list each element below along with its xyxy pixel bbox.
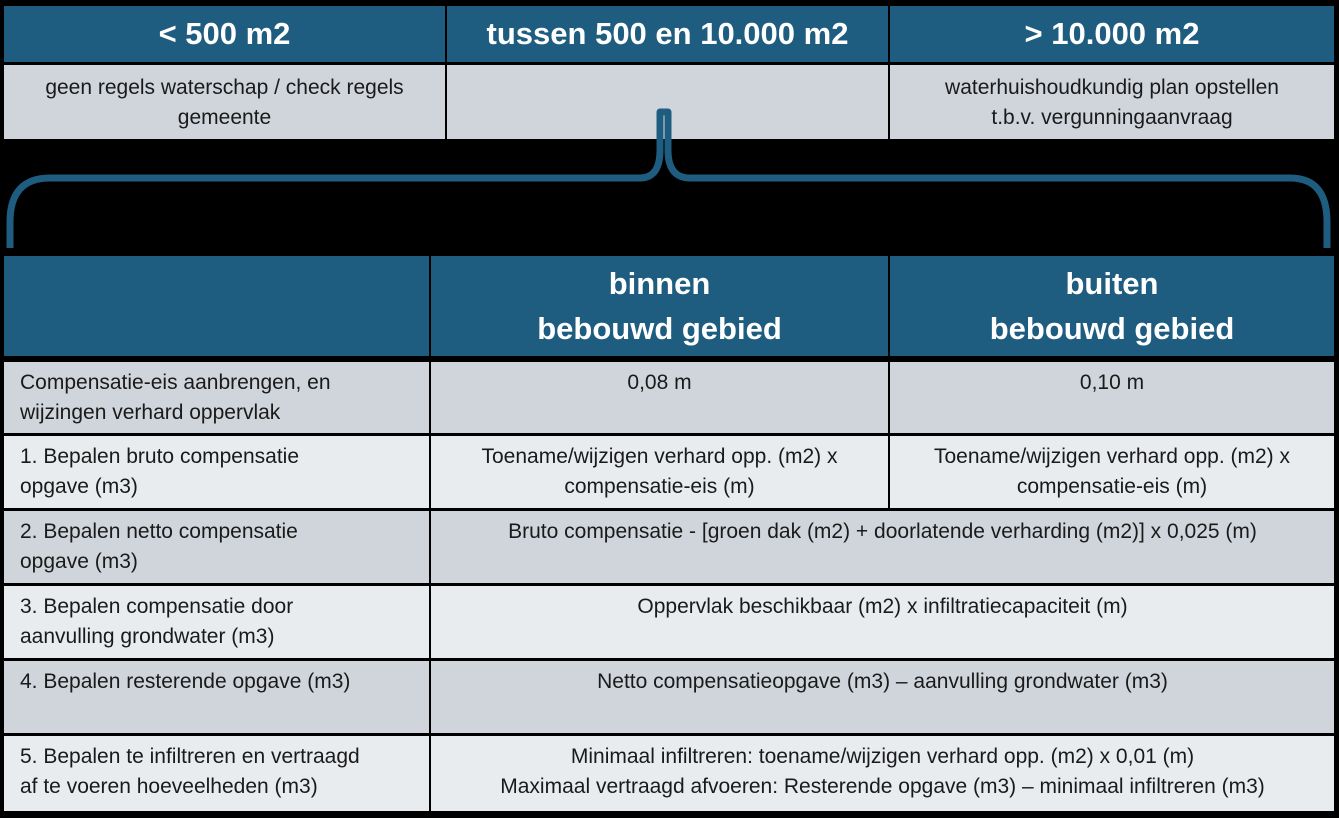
row-value-buiten: 0,10 m (890, 362, 1334, 433)
bottom-header-empty (4, 256, 429, 356)
row-value-merged: Netto compensatieopgave (m3) – aanvulling grondwater (m3) (431, 661, 1334, 733)
top-header-large: > 10.000 m2 (890, 6, 1334, 62)
row-value-merged: Minimaal infiltreren: toename/wijzigen verhard opp. (m2) x 0,01 (m) Maximaal vertraagd afvoeren: Resterende opgave (m3) – minimaal infiltreren (m3) (431, 736, 1334, 811)
row-value-binnen: 0,08 m (431, 362, 888, 433)
row-value-buiten: Toename/wijzigen verhard opp. (m2) x compensatie-eis (m) (890, 436, 1334, 508)
bottom-header-buiten: buiten bebouwd gebied (890, 256, 1334, 356)
top-cell-small: geen regels waterschap / check regels gemeente (4, 65, 445, 139)
top-header-medium: tussen 500 en 10.000 m2 (447, 6, 888, 62)
row-label-grondwater: 3. Bepalen compensatie door aanvulling grondwater (m3) (4, 586, 429, 658)
row-label-resterend: 4. Bepalen resterende opgave (m3) (4, 661, 429, 733)
row-label-netto: 2. Bepalen netto compensatie opgave (m3) (4, 511, 429, 583)
top-header-small: < 500 m2 (4, 6, 445, 62)
row-label-compensatie-eis: Compensatie-eis aanbrengen, en wijzingen verhard oppervlak (4, 362, 429, 433)
curly-brace (0, 0, 1339, 260)
bottom-header-binnen: binnen bebouwd gebied (431, 256, 888, 356)
row-label-bruto: 1. Bepalen bruto compensatie opgave (m3) (4, 436, 429, 508)
row-value-merged: Oppervlak beschikbaar (m2) x infiltratiecapaciteit (m) (431, 586, 1334, 658)
row-value-merged: Bruto compensatie - [groen dak (m2) + doorlatende verharding (m2)] x 0,025 (m) (431, 511, 1334, 583)
top-cell-large: waterhuishoudkundig plan opstellen t.b.v. vergunningaanvraag (890, 65, 1334, 139)
row-label-infiltreren: 5. Bepalen te infiltreren en vertraagd af te voeren hoeveelheden (m3) (4, 736, 429, 811)
row-value-binnen: Toename/wijzigen verhard opp. (m2) x compensatie-eis (m) (431, 436, 888, 508)
